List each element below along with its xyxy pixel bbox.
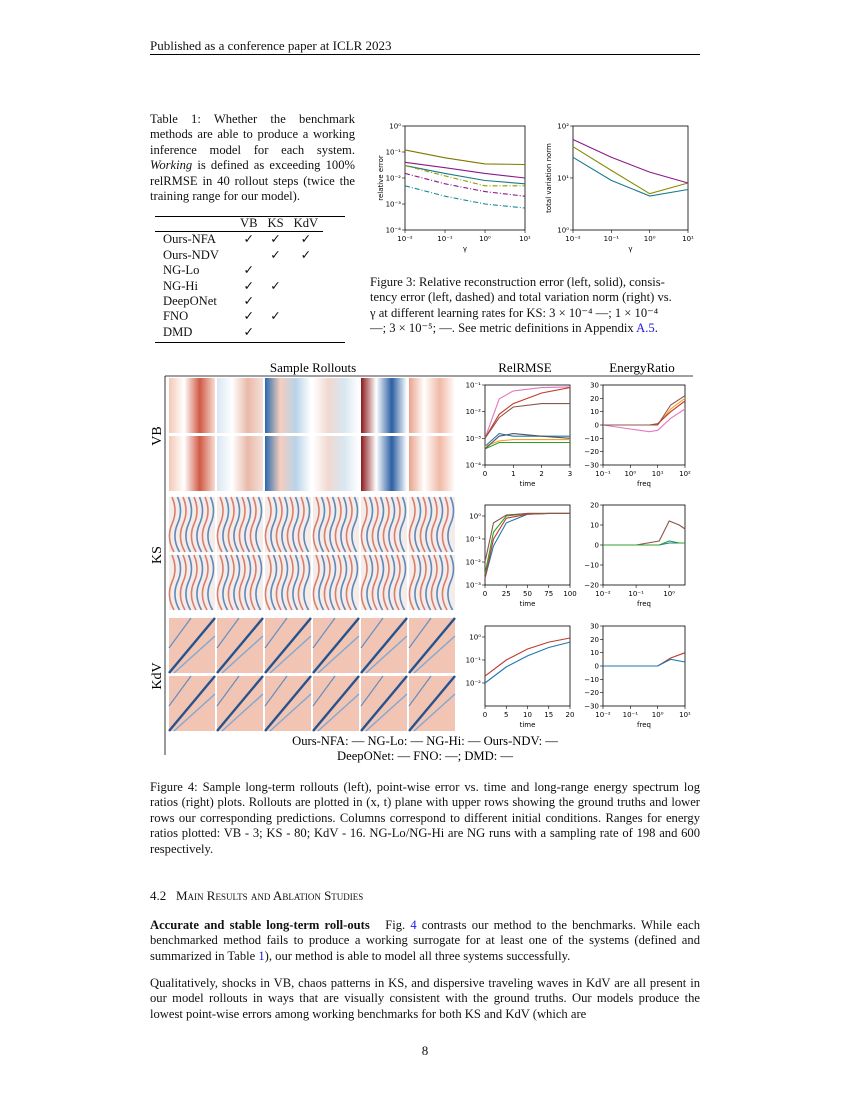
table1-header-cell: KdV (289, 216, 324, 232)
table-cell: ✓ (243, 324, 255, 339)
table1-header-cell: VB (235, 216, 263, 232)
table-cell: Ours-NFA (163, 232, 216, 247)
y-tick-label: 10⁰ (557, 226, 569, 235)
x-tick-label: 100 (563, 590, 577, 598)
x-tick-label: 10 (523, 711, 532, 719)
series-line-ours-ndv (485, 513, 570, 578)
series-line-ng-hi (485, 443, 570, 449)
x-tick-label: 10¹ (651, 470, 664, 478)
paragraph-text: contrasts our method to the benchmarks. While each benchmarked method fails to produce a working surrogate for at least one of the systems (defined and summarized in Table (150, 918, 700, 963)
y-tick-label: −10 (584, 561, 599, 570)
x-tick-label: 75 (544, 590, 554, 598)
table-cell (263, 263, 289, 278)
table-cell: ✓ (300, 247, 312, 262)
table-cell: ✓ (243, 294, 255, 309)
y-tick-label: −30 (584, 461, 599, 470)
figure4-svg (145, 355, 705, 775)
y-tick-label: 20 (590, 394, 599, 403)
series-line-ours-nfa (485, 513, 570, 578)
series-line-dmd (603, 409, 685, 432)
y-tick-label: 10² (557, 122, 569, 131)
table-cell: NG-Lo (163, 263, 200, 278)
x-tick-label: 3 (567, 470, 573, 478)
rollout-cell (217, 378, 263, 433)
table-row (155, 263, 323, 278)
x-axis-label: time (519, 480, 536, 488)
series-line-3e-5-dashed (405, 186, 525, 208)
x-tick-label: 10⁰ (643, 235, 656, 243)
series-line-ng-hi (485, 513, 570, 574)
series-line-3e-4 (573, 147, 688, 194)
figure3-caption-line: tency error (left, dashed) and total variation norm (right) vs. (370, 290, 672, 305)
y-tick-label: 10⁻² (385, 174, 401, 183)
y-tick-label: −20 (584, 689, 599, 698)
series-line-ours-nfa (603, 659, 685, 666)
rollout-cell (313, 378, 359, 433)
x-tick-label: 10⁰ (651, 711, 664, 719)
x-tick-label: 10¹ (679, 711, 691, 719)
series-line-ng-lo (603, 398, 685, 425)
table1 (155, 216, 323, 340)
y-axis-label: total variation norm (545, 143, 553, 213)
table-cell: ✓ (243, 232, 255, 247)
rollout-cell (265, 436, 311, 491)
x-tick-label: 10⁻¹ (595, 470, 611, 478)
x-tick-label: 10⁻² (397, 235, 413, 243)
header-rule (150, 54, 700, 55)
y-tick-label: 10⁻¹ (465, 535, 481, 544)
figure4-caption: Figure 4: Sample long-term rollouts (left), point-wise error vs. time and long-range energy spectrum log ratios (right) plots. Rollouts are plotted in (x, t) plane with upper rows showing the ground truths and lower rows our corresponding predictions. Columns correspond to different initial conditions. Ranges for energy ratios plotted: VB - 3; KS - 80; KdV - 16. NG-Lo/NG-Hi are NG runs with a sampling rate of 198 and 600 respectively. (150, 780, 700, 856)
table-cell (263, 325, 289, 340)
y-tick-label: −10 (584, 675, 599, 684)
x-tick-label: 10⁰ (479, 235, 491, 243)
table-row (155, 309, 323, 324)
y-tick-label: 10⁻¹ (385, 148, 401, 157)
row-label: KS (150, 546, 165, 564)
series-line-3e-4-solid (405, 150, 525, 165)
table-cell: ✓ (300, 232, 312, 247)
chart-frame (485, 385, 570, 465)
table-cell (235, 248, 263, 263)
y-tick-label: −20 (584, 581, 599, 590)
x-tick-label: 10⁻¹ (628, 590, 644, 598)
series-line-ours-ndv (485, 388, 570, 439)
column-title: EnergyRatio (609, 360, 675, 375)
y-tick-label: 20 (590, 635, 599, 644)
y-tick-label: 10⁻³ (465, 581, 481, 590)
table-cell (263, 294, 289, 309)
x-tick-label: 50 (523, 590, 532, 598)
table-cell: DMD (163, 324, 193, 339)
x-tick-label: 1 (511, 470, 516, 478)
rollout-cell (361, 378, 407, 433)
table-cell: ✓ (270, 247, 281, 262)
figure3-caption-line (370, 321, 700, 336)
x-tick-label: 15 (544, 711, 554, 719)
appendix-link[interactable]: A.5 (636, 321, 655, 336)
table1-caption-label: Table 1: (150, 112, 201, 126)
x-axis-label: γ (462, 245, 468, 253)
column-title: RelRMSE (498, 360, 552, 375)
paragraph-1 (150, 918, 700, 964)
rollout-cell (217, 436, 263, 491)
running-header: Published as a conference paper at ICLR 2023 (150, 38, 392, 53)
table-cell (289, 294, 324, 309)
legend-line: DeepONet: — FNO: —; DMD: — (337, 749, 513, 763)
rollout-cell (409, 378, 455, 433)
x-axis-label: time (519, 721, 536, 729)
table-cell: ✓ (243, 278, 255, 293)
x-tick-label: 20 (565, 711, 575, 719)
figure-ref-link[interactable]: 4 (410, 918, 417, 932)
column-title: Sample Rollouts (269, 360, 357, 375)
paragraph-2: Qualitatively, shocks in VB, chaos patterns in KS, and dispersive traveling waves in KdV are all present in our model rollouts in ways that are visually consistent with the ground truths. Our models produce the lowest point-wise errors among working benchmarks for both KS and KdV (which are (150, 976, 700, 1021)
table1-caption-post: is defined as exceeding 100% relRMSE in 40 rollout steps (twice the training range for our model). (150, 158, 355, 204)
series-line-ours-nfa (485, 642, 570, 683)
y-tick-label: 10⁻¹ (465, 381, 481, 390)
y-tick-label: 10 (590, 521, 599, 530)
y-tick-label: 10¹ (557, 174, 569, 183)
table-cell: DeepONet (163, 294, 217, 309)
rollout-cell (265, 378, 311, 433)
y-tick-label: 20 (590, 501, 599, 510)
row-label: VB (150, 426, 165, 446)
x-tick-label: 10¹ (519, 235, 531, 243)
table-cell: Ours-NDV (163, 247, 219, 262)
y-tick-label: 10 (590, 408, 599, 417)
x-tick-label: 25 (501, 590, 511, 598)
figure3-caption-text: . (654, 321, 658, 336)
x-tick-label: 5 (504, 711, 509, 719)
rollout-cell (169, 378, 215, 433)
x-tick-label: 10⁻¹ (603, 235, 620, 243)
x-tick-label: 10⁻² (595, 590, 611, 598)
figure3-caption-line: γ at different learning rates for KS: 3 × 10⁻⁴ —; 1 × 10⁻⁴ (370, 305, 659, 320)
legend-line: Ours-NFA: — NG-Lo: — NG-Hi: — Ours-NDV: — (292, 734, 558, 748)
table-ref-link[interactable]: 1 (258, 948, 265, 963)
table-cell: NG-Hi (163, 278, 198, 293)
table-cell: ✓ (270, 278, 281, 293)
table-cell: FNO (163, 309, 189, 324)
paragraph-text: Fig. (369, 918, 411, 932)
y-tick-label: 10⁰ (389, 122, 401, 131)
paragraph-text: ), our method is able to model all three systems successfully. (264, 948, 571, 963)
chart-frame (405, 126, 525, 230)
x-axis-label: freq (637, 480, 651, 488)
row-label: KdV (150, 662, 165, 690)
page-number: 8 (421, 1043, 429, 1058)
y-tick-label: −20 (584, 448, 599, 457)
x-axis-label: freq (637, 721, 651, 729)
x-tick-label: 10² (679, 470, 691, 478)
x-tick-label: 2 (539, 470, 544, 478)
x-tick-label: 0 (482, 711, 488, 719)
figure3-svg (365, 118, 705, 268)
table1-bottom-rule (155, 342, 345, 343)
y-tick-label: 0 (594, 421, 599, 430)
y-tick-label: 30 (590, 381, 599, 390)
table-cell (289, 325, 324, 340)
rollout-cell (361, 436, 407, 491)
y-tick-label: 10⁻² (465, 408, 481, 417)
figure3-caption-line: Figure 3: Relative reconstruction error (left, solid), consis- (370, 275, 665, 289)
y-tick-label: 10⁻² (465, 558, 481, 567)
section-heading (150, 888, 363, 904)
series-line-fno (485, 404, 570, 439)
table1-caption-italic: Working (150, 158, 193, 173)
table-cell: ✓ (270, 309, 281, 324)
x-tick-label: 10⁰ (624, 470, 637, 478)
y-tick-label: 10⁻³ (385, 200, 401, 209)
y-tick-label: 30 (590, 622, 599, 631)
y-tick-label: 10⁻² (465, 679, 481, 688)
figure3-caption-text: —; 3 × 10⁻⁵; —. See metric definitions in Appendix (370, 321, 637, 336)
table-cell (289, 263, 324, 278)
series-line-dmd (485, 387, 570, 438)
series-line-ours-ndv (485, 638, 570, 676)
series-line-3e-5 (573, 157, 688, 196)
x-tick-label: 10⁻² (565, 235, 581, 243)
x-tick-label: 10⁻² (595, 711, 611, 719)
table-cell: ✓ (270, 232, 281, 247)
table-row (155, 232, 323, 248)
table-row (155, 325, 323, 340)
y-tick-label: 10 (590, 649, 599, 658)
table-row (155, 294, 323, 309)
table-cell: ✓ (243, 309, 255, 324)
x-axis-label: time (519, 600, 536, 608)
x-axis-label: γ (628, 245, 633, 253)
paragraph-lead: Accurate and stable long-term roll-outs (150, 918, 370, 932)
section-number: 4.2 (150, 888, 167, 903)
y-tick-label: 10⁻¹ (465, 656, 481, 665)
table1-caption (150, 112, 355, 204)
x-tick-label: 0 (482, 590, 488, 598)
chart-frame (485, 505, 570, 585)
table-cell (289, 309, 324, 324)
series-line-1e-4 (573, 140, 688, 184)
y-tick-label: −30 (584, 702, 599, 711)
y-tick-label: 0 (594, 541, 599, 550)
rollout-cell (409, 436, 455, 491)
y-tick-label: 0 (594, 662, 599, 671)
y-tick-label: 10⁻⁴ (465, 461, 481, 470)
table1-header-cell: KS (263, 216, 289, 232)
x-axis-label: freq (637, 600, 651, 608)
y-tick-label: −10 (584, 434, 599, 443)
x-tick-label: 10¹ (682, 235, 694, 243)
y-tick-label: 10⁻⁴ (385, 226, 401, 235)
y-axis-label: relative error (377, 155, 385, 201)
y-tick-label: 10⁻³ (465, 434, 481, 443)
table-row (155, 248, 323, 263)
series-line-ours-ndv (603, 401, 685, 425)
section-title: Main Results and Ablation Studies (176, 888, 364, 903)
x-tick-label: 10⁰ (663, 590, 676, 598)
y-tick-label: 10⁰ (469, 633, 481, 642)
y-tick-label: 10⁰ (469, 512, 481, 521)
x-tick-label: 10⁻¹ (437, 235, 453, 243)
table1-header-row (155, 216, 323, 232)
table-cell (289, 279, 324, 294)
table1-caption-pre: Whether the benchmark methods are able to produce a working inference model for each system. (150, 112, 355, 157)
rollout-cell (313, 436, 359, 491)
table1-header-cell (155, 216, 235, 232)
rollout-cell (169, 436, 215, 491)
figure3-caption (370, 275, 700, 337)
table-row (155, 279, 323, 294)
x-tick-label: 0 (482, 470, 488, 478)
x-tick-label: 10⁻¹ (622, 711, 639, 719)
table-cell: ✓ (243, 263, 255, 278)
